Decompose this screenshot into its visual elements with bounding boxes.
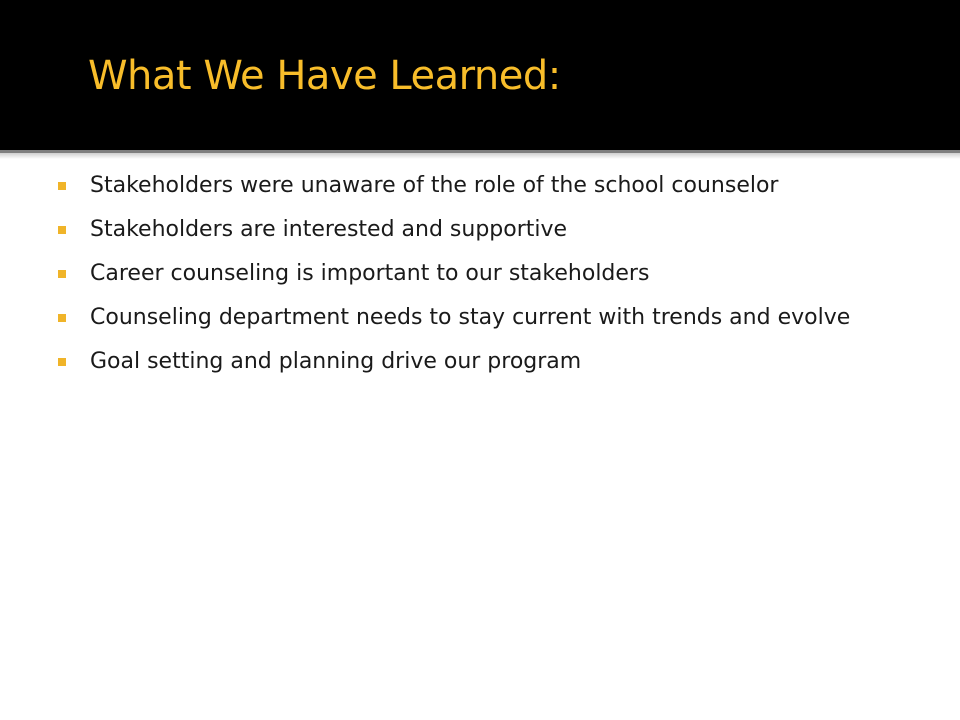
bullet-list <box>56 170 916 390</box>
bullet-item <box>56 170 916 201</box>
bullet-item <box>56 346 916 377</box>
bullet-item <box>56 302 916 333</box>
bullet-item <box>56 214 916 245</box>
bullet-text: Stakeholders are interested and supportive <box>90 217 568 242</box>
square-bullet-icon <box>58 270 66 278</box>
square-bullet-icon <box>58 226 66 234</box>
bullet-text: Career counseling is important to our stakeholders <box>90 261 650 286</box>
bullet-text: Counseling department needs to stay current with trends and evolve <box>90 305 851 330</box>
title-divider-shadow <box>0 153 960 159</box>
bullet-text: Goal setting and planning drive our program <box>90 349 582 374</box>
title-band <box>0 0 960 150</box>
slide-title: What We Have Learned: <box>88 53 561 99</box>
bullet-text: Stakeholders were unaware of the role of the school counselor <box>90 173 779 198</box>
bullet-item <box>56 258 916 289</box>
square-bullet-icon <box>58 314 66 322</box>
square-bullet-icon <box>58 182 66 190</box>
square-bullet-icon <box>58 358 66 366</box>
